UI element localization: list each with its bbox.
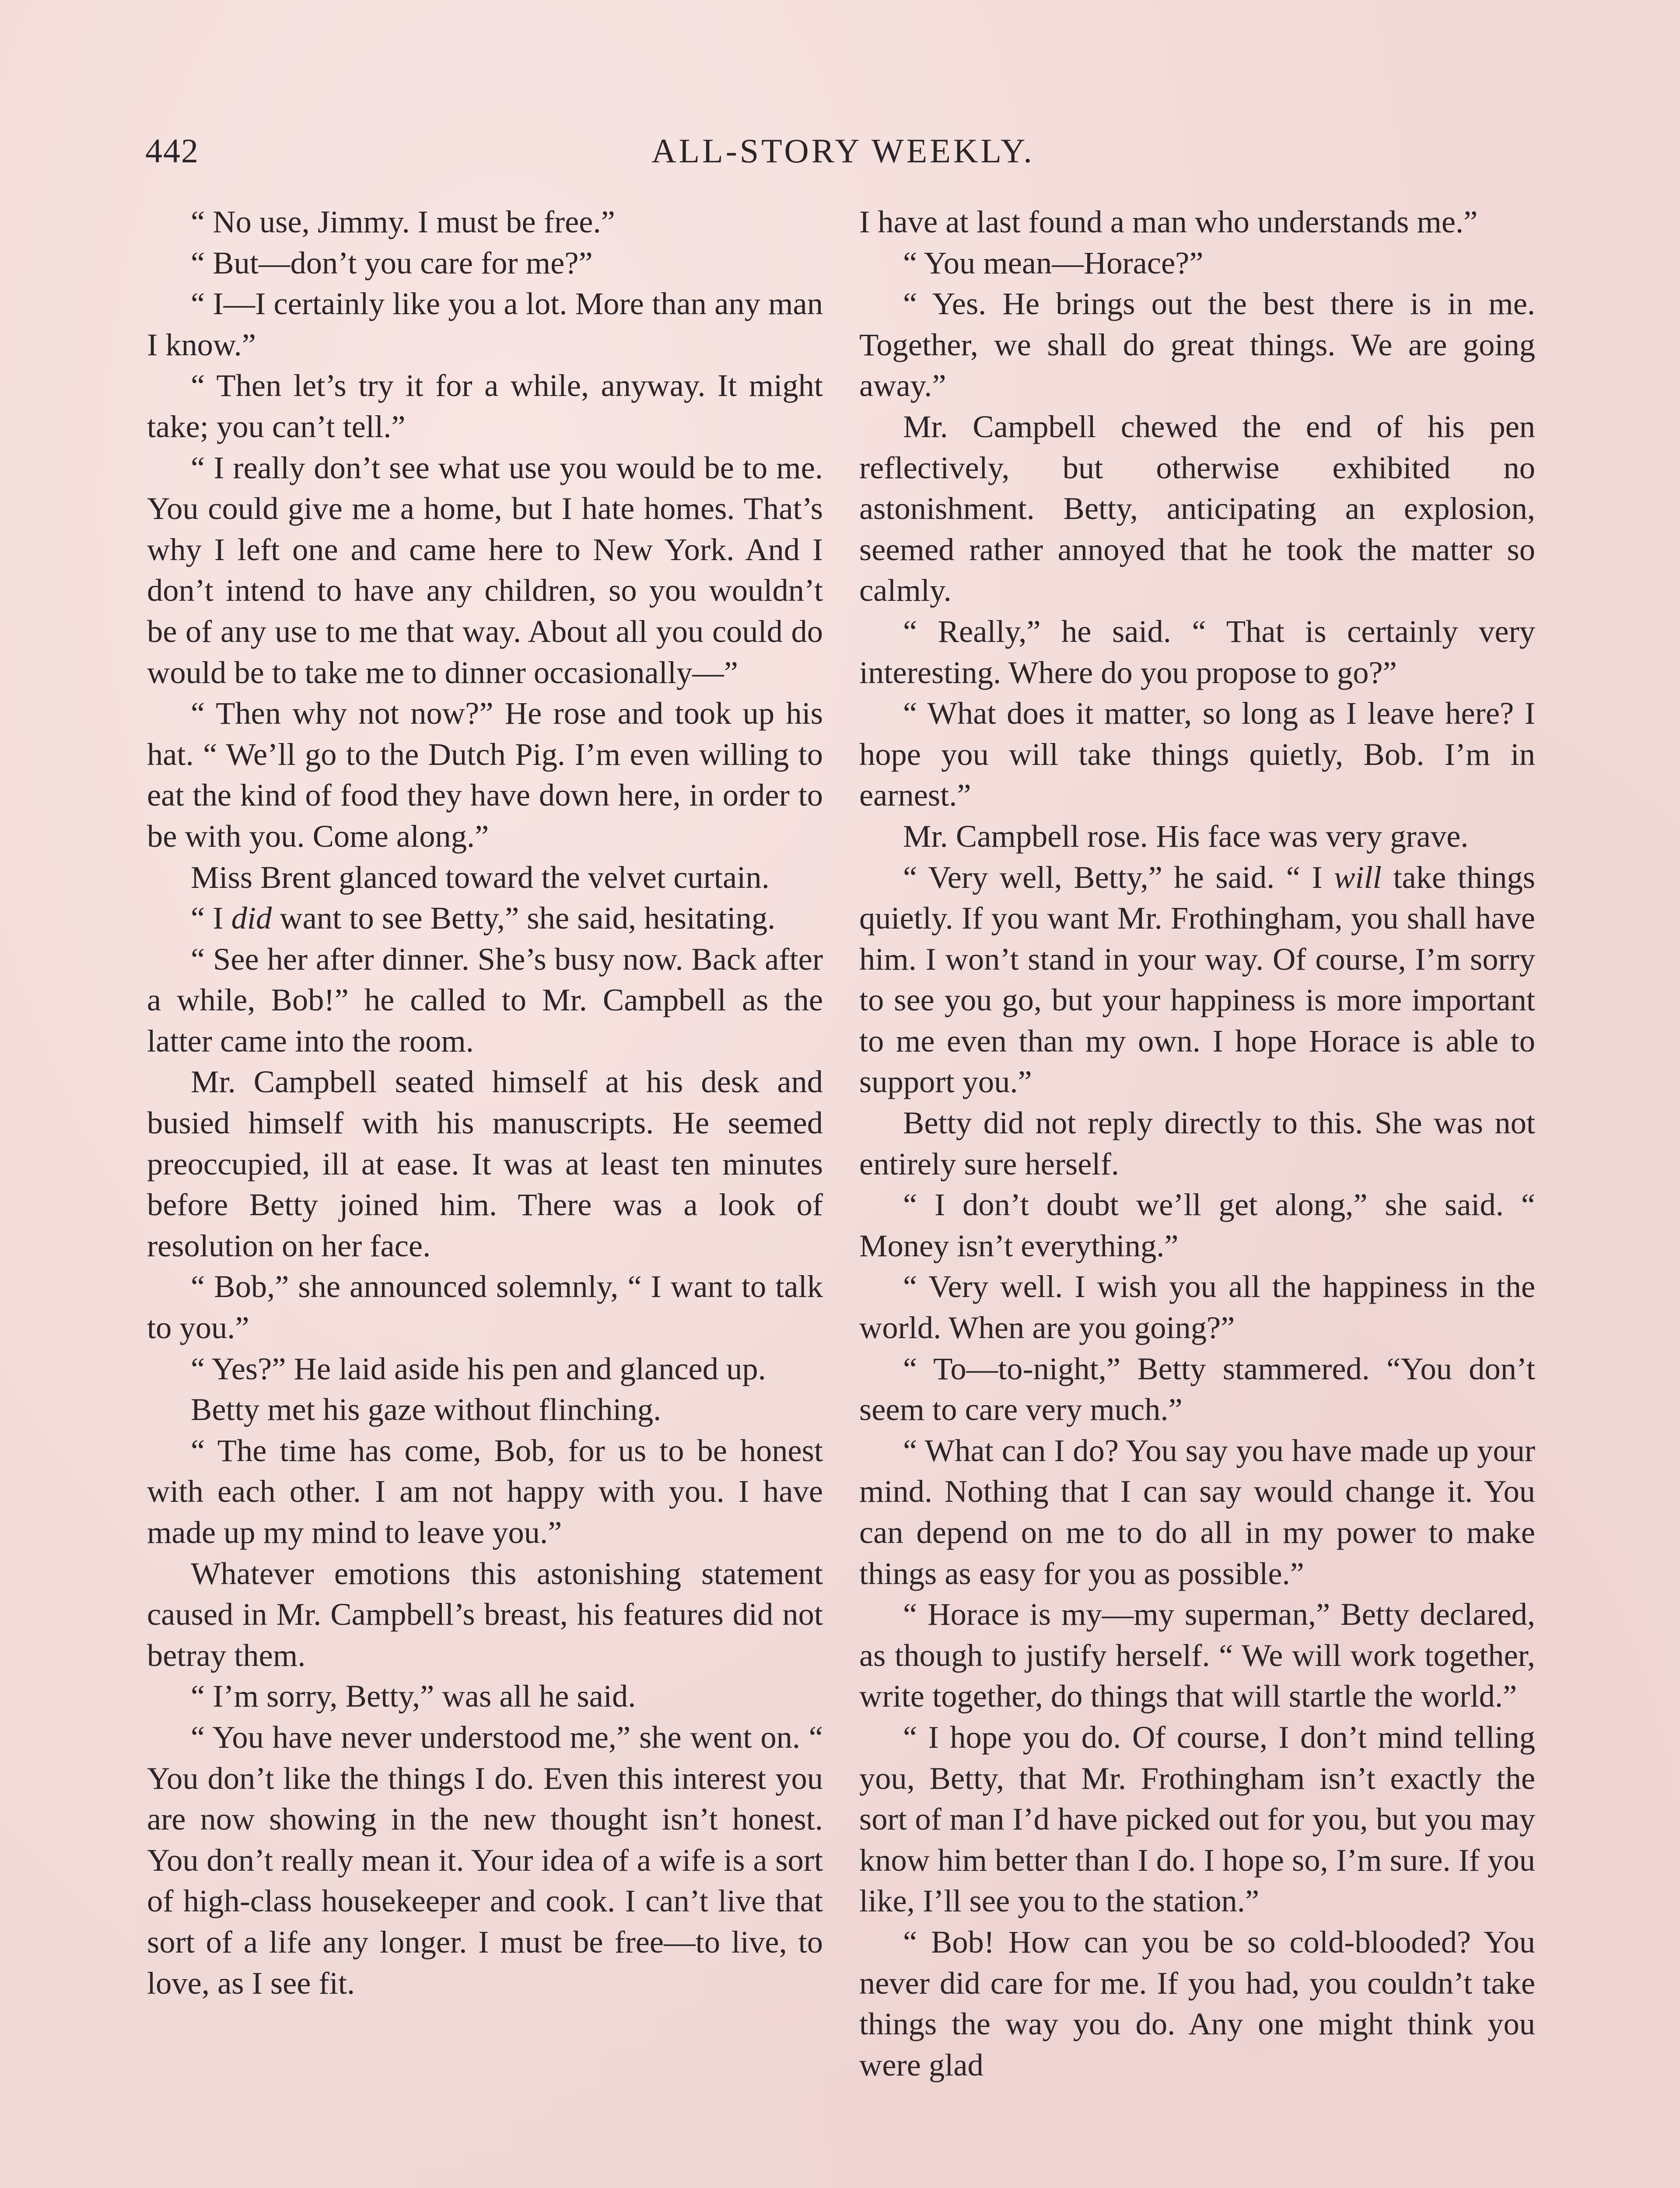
paragraph: “ You mean—Horace?” — [903, 245, 1204, 281]
running-title: ALL-STORY WEEKLY. — [651, 132, 1035, 170]
paragraph: “ But—don’t you care for me?” — [191, 245, 593, 281]
paragraph: Miss Brent glanced toward the velvet curtain. — [191, 859, 770, 895]
paragraph: “ The time has come, Bob, for us to be honest with each other. I am not happy with you. I have made up my mind to leave you.” — [147, 1432, 823, 1550]
paragraph: “ To—to-night,” Betty stammered. “You don’t seem to care very much.” — [859, 1350, 1535, 1427]
paragraph: “ Then let’s try it for a while, anyway. It might take; you can’t tell.” — [147, 368, 823, 444]
paragraph: Mr. Campbell chewed the end of his pen reflectively, but otherwise exhibited no astonishment. Betty, anticipating an explosion, seemed rather annoyed that he took the matter so calmly. — [859, 408, 1535, 608]
italic-word: did — [231, 900, 272, 936]
paragraph: Whatever emotions this astonishing statement caused in Mr. Campbell’s breast, his features did not betray them. — [147, 1555, 823, 1673]
paragraph: “ I did want to see Betty,” she said, hesitating. — [191, 900, 776, 936]
paragraph: “ No use, Jimmy. I must be free.” — [191, 204, 615, 239]
page-number: 442 — [145, 132, 199, 170]
paragraph: Mr. Campbell rose. His face was very grave. — [903, 818, 1469, 854]
page-header — [145, 131, 1541, 179]
right-column — [859, 201, 1535, 2085]
left-column — [147, 201, 823, 2003]
paragraph: “ Bob,” she announced solemnly, “ I want to talk to you.” — [147, 1269, 823, 1346]
paragraph: “ I—I certainly like you a lot. More than any man I know.” — [147, 286, 823, 362]
paragraph: “ What can I do? You say you have made up your mind. Nothing that I can say would change it. You can depend on me to do all in my power to make things as easy for you as possible.” — [859, 1432, 1535, 1591]
paragraph: “ Horace is my—my superman,” Betty declared, as though to justify herself. “ We will work together, write together, do things that will startle the world.” — [859, 1596, 1535, 1714]
paragraph: Betty met his gaze without flinching. — [191, 1392, 662, 1427]
paragraph: Mr. Campbell seated himself at his desk and busied himself with his manuscripts. He seemed preoccupied, ill at ease. It was at least ten minutes before Betty joined him. There was a look of resolution on her face. — [147, 1064, 823, 1263]
paragraph: Betty did not reply directly to this. She was not entirely sure herself. — [859, 1105, 1535, 1182]
paragraph: “ I hope you do. Of course, I don’t mind telling you, Betty, that Mr. Frothingham isn’t exactly the sort of man I’d have picked out for you, but you may know him better than I do. I hope so, I’m sure. If you like, I’ll see you to the station.” — [859, 1719, 1535, 1919]
paragraph-continuation: I have at last found a man who understands me.” — [859, 204, 1478, 239]
paragraph: “ See her after dinner. She’s busy now. Back after a while, Bob!” he called to Mr. Campbell as the latter came into the room. — [147, 941, 823, 1059]
paragraph: “ Yes. He brings out the best there is in me. Together, we shall do great things. We are going away.” — [859, 286, 1535, 403]
paragraph: “ Bob! How can you be so cold-blooded? You never did care for me. If you had, you couldn’t take things the way you do. Any one might think you were glad — [859, 1924, 1535, 2083]
italic-word: will — [1334, 859, 1382, 895]
paragraph: “ What does it matter, so long as I leave here? I hope you will take things quietly, Bob. I’m in earnest.” — [859, 695, 1535, 813]
paragraph: “ Yes?” He laid aside his pen and glanced up. — [191, 1350, 766, 1386]
paragraph: “ I don’t doubt we’ll get along,” she said. “ Money isn’t everything.” — [859, 1187, 1535, 1263]
paragraph: “ I’m sorry, Betty,” was all he said. — [191, 1678, 636, 1714]
paragraph: “ I really don’t see what use you would be to me. You could give me a home, but I hate homes. That’s why I left one and came here to New York. And I don’t intend to have any children, so you wouldn’t be of any use to me that way. About all you could do would be to take me to dinner occasionally—” — [147, 449, 823, 690]
paragraph: “ Then why not now?” He rose and took up his hat. “ We’ll go to the Dutch Pig. I’m even willing to eat the kind of food they have down here, in order to be with you. Come along.” — [147, 695, 823, 854]
paragraph: “ Really,” he said. “ That is certainly very interesting. Where do you propose to go?” — [859, 613, 1535, 690]
paragraph: “ Very well, Betty,” he said. “ I will take things quietly. If you want Mr. Frothingham, you shall have him. I won’t stand in your way. Of course, I’m sorry to see you go, but your happiness is more important to me even than my own. I hope Horace is able to support you.” — [859, 859, 1535, 1100]
paragraph: “ Very well. I wish you all the happiness in the world. When are you going?” — [859, 1269, 1535, 1346]
paragraph: “ You have never understood me,” she went on. “ You don’t like the things I do. Even this interest you are now showing in the new thought isn’t honest. You don’t really mean it. Your idea of a wife is a sort of high-class housekeeper and cook. I can’t live that sort of a life any longer. I must be free—to live, to love, as I see fit. — [147, 1719, 823, 2001]
